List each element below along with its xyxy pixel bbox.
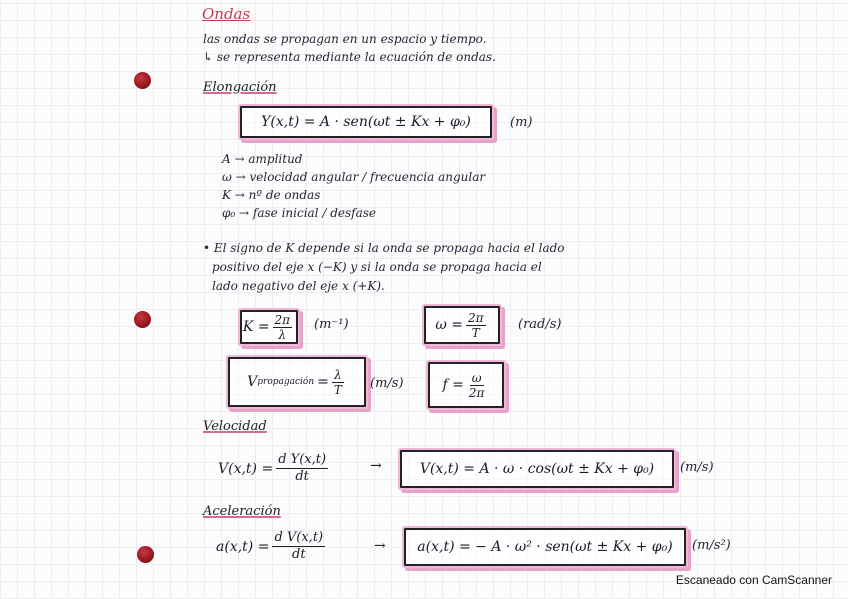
legend-wave-number: K → nº de ondas [222,188,321,202]
frequency-formula-box [428,362,504,408]
elongation-formula-box [240,106,492,138]
sign-note-line-1: • El signo de K depende si la onda se propaga hacia el lado [203,241,565,255]
wave-number-formula-box [240,310,298,344]
angular-velocity-denominator: T [471,325,480,340]
angular-velocity-numerator: 2π [468,310,484,325]
propagation-velocity-unit: (m/s) [370,376,404,391]
velocity-result-box [400,450,674,488]
frequency-symbol: f = [442,377,464,393]
propagation-velocity-equals: = [317,374,329,390]
acceleration-derivative-denominator: dt [292,547,306,562]
legend-amplitude: A → amplitud [222,152,303,166]
propagation-velocity-formula-box [228,357,366,407]
angular-velocity-symbol: ω = [435,317,464,333]
wave-number-fraction [273,313,293,342]
frequency-denominator: 2π [468,385,485,400]
velocity-unit: (m/s) [680,460,714,475]
wave-number-numerator: 2π [274,312,291,327]
velocity-derivative-numerator: d Y(x,t) [278,452,327,467]
velocity-derivative-denominator: dt [295,469,309,484]
heading-elongacion: Elongación [203,80,277,95]
acceleration-result: a(x,t) = − A · ω² · sen(ωt ± Kx + φ₀) [417,539,673,555]
angular-velocity-formula-box [424,306,500,344]
page-title: Ondas [202,5,251,23]
velocity-lhs [218,452,331,485]
elongation-formula: Y(x,t) = A · sen(ωt ± Kx + φ₀) [261,114,471,130]
acceleration-derivative-numerator: d V(x,t) [274,530,324,545]
legend-angular-velocity: ω → velocidad angular / frecuencia angular [222,170,486,184]
acceleration-unit: (m/s²) [692,538,731,553]
binder-hole-middle [134,311,151,328]
frequency-numerator: ω [471,370,482,385]
acceleration-arrow: → [374,538,386,554]
propagation-velocity-subscript: propagación [257,377,315,387]
elongation-unit: (m) [510,115,533,130]
legend-initial-phase: φ₀ → fase inicial / desfase [222,206,376,220]
binder-hole-top [134,72,151,89]
frequency-fraction [467,371,487,400]
propagation-velocity-symbol: V [247,374,258,390]
intro-line-2: ↳ se representa mediante la ecuación de ondas. [203,50,496,64]
angular-velocity-fraction [466,311,486,340]
acceleration-lhs-text: a(x,t) = [216,538,270,555]
acceleration-lhs [216,530,328,563]
acceleration-result-box [404,528,686,566]
wave-number-denominator: λ [278,327,287,342]
intro-line-1: las ondas se propagan en un espacio y tiempo. [203,32,487,46]
heading-velocidad: Velocidad [203,419,267,434]
velocity-arrow: → [370,458,382,474]
velocity-result: V(x,t) = A · ω · cos(ωt ± Kx + φ₀) [419,461,655,477]
propagation-velocity-fraction [332,368,344,397]
heading-aceleracion: Aceleración [203,504,281,519]
scanner-watermark: Escaneado con CamScanner [675,573,832,587]
wave-number-symbol: K = [242,319,270,335]
sign-note-line-3: lado negativo del eje x (+K). [212,279,385,293]
binder-hole-bottom [137,546,154,563]
sign-note-line-2: positivo del eje x (−K) y si la onda se propaga hacia el [212,260,542,274]
velocity-lhs-text: V(x,t) = [218,460,274,477]
acceleration-derivative [272,530,325,563]
velocity-derivative [276,452,328,485]
angular-velocity-unit: (rad/s) [518,317,562,332]
propagation-velocity-denominator: T [333,382,342,397]
wave-number-unit: (m⁻¹) [314,317,349,332]
propagation-velocity-numerator: λ [334,367,342,382]
